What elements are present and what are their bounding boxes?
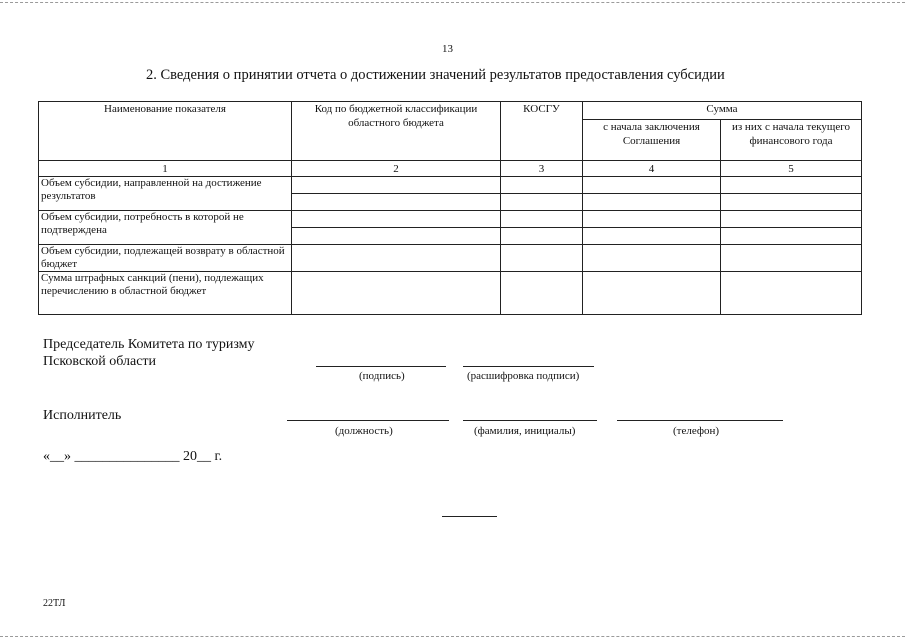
table-cell[interactable]: [292, 177, 501, 194]
column-number: 1: [39, 161, 292, 177]
row-label: Объем субсидии, потребность в которой не подтверждена: [39, 211, 292, 245]
chairman-title-line1: Председатель Комитета по туризму: [43, 337, 255, 352]
table-cell[interactable]: [501, 245, 583, 272]
row-label: Объем субсидии, направленной на достижение результатов: [39, 177, 292, 211]
header-current-year: из них с начала текущего финансового года: [721, 120, 862, 161]
position-line[interactable]: [287, 420, 449, 421]
row-label: Сумма штрафных санкций (пени), подлежащих перечислению в областной бюджет: [39, 272, 292, 315]
report-table: [38, 101, 862, 315]
name-line[interactable]: [463, 420, 597, 421]
end-divider: [442, 516, 497, 517]
table-cell[interactable]: [501, 272, 583, 315]
table-cell[interactable]: [583, 177, 721, 194]
table-cell[interactable]: [721, 272, 862, 315]
table-cell[interactable]: [292, 228, 501, 245]
table-cell[interactable]: [583, 211, 721, 228]
table-row: [39, 211, 862, 228]
table-row: [39, 177, 862, 194]
date-line[interactable]: «__» _______________ 20__ г.: [43, 449, 223, 464]
caption-position: (должность): [335, 425, 393, 437]
caption-decoding: (расшифровка подписи): [467, 370, 580, 382]
form-code: 22ТЛ: [43, 598, 66, 609]
table-cell[interactable]: [292, 194, 501, 211]
header-budget-code: Код по бюджетной классификации областного бюджета: [292, 102, 501, 161]
column-number: 2: [292, 161, 501, 177]
table-cell[interactable]: [583, 272, 721, 315]
table-cell[interactable]: [721, 228, 862, 245]
table-cell[interactable]: [501, 228, 583, 245]
table-cell[interactable]: [721, 177, 862, 194]
table-cell[interactable]: [583, 245, 721, 272]
header-since-agreement: с начала заключения Соглашения: [583, 120, 721, 161]
caption-phone: (телефон): [673, 425, 720, 437]
phone-line[interactable]: [617, 420, 783, 421]
table-row: [39, 245, 862, 272]
table-cell[interactable]: [501, 194, 583, 211]
header-kosgu: КОСГУ: [501, 102, 583, 161]
table-row: [39, 272, 862, 315]
column-number: 3: [501, 161, 583, 177]
chairman-title-line2: Псковской области: [43, 354, 157, 369]
table-cell[interactable]: [583, 228, 721, 245]
table-cell[interactable]: [292, 245, 501, 272]
caption-signature: (подпись): [359, 370, 405, 382]
table-cell[interactable]: [501, 211, 583, 228]
header-sum: Сумма: [583, 102, 862, 120]
table-cell[interactable]: [721, 211, 862, 228]
column-number: 5: [721, 161, 862, 177]
scan-edge-top: [0, 2, 905, 3]
table-cell[interactable]: [292, 211, 501, 228]
scan-edge-bottom: [0, 636, 905, 637]
table-cell[interactable]: [721, 245, 862, 272]
page-number: 13: [442, 43, 453, 55]
signature-decoding-line[interactable]: [463, 366, 594, 367]
table-cell[interactable]: [583, 194, 721, 211]
section-title: 2. Сведения о принятии отчета о достижении значений результатов предоставления субсидии: [146, 67, 725, 83]
caption-name: (фамилия, инициалы): [474, 425, 576, 437]
table-cell[interactable]: [721, 194, 862, 211]
column-number: 4: [583, 161, 721, 177]
row-label: Объем субсидии, подлежащей возврату в областной бюджет: [39, 245, 292, 272]
signature-line[interactable]: [316, 366, 446, 367]
executor-label: Исполнитель: [43, 408, 122, 423]
header-indicator-name: Наименование показателя: [39, 102, 292, 161]
table-cell[interactable]: [292, 272, 501, 315]
table-cell[interactable]: [501, 177, 583, 194]
